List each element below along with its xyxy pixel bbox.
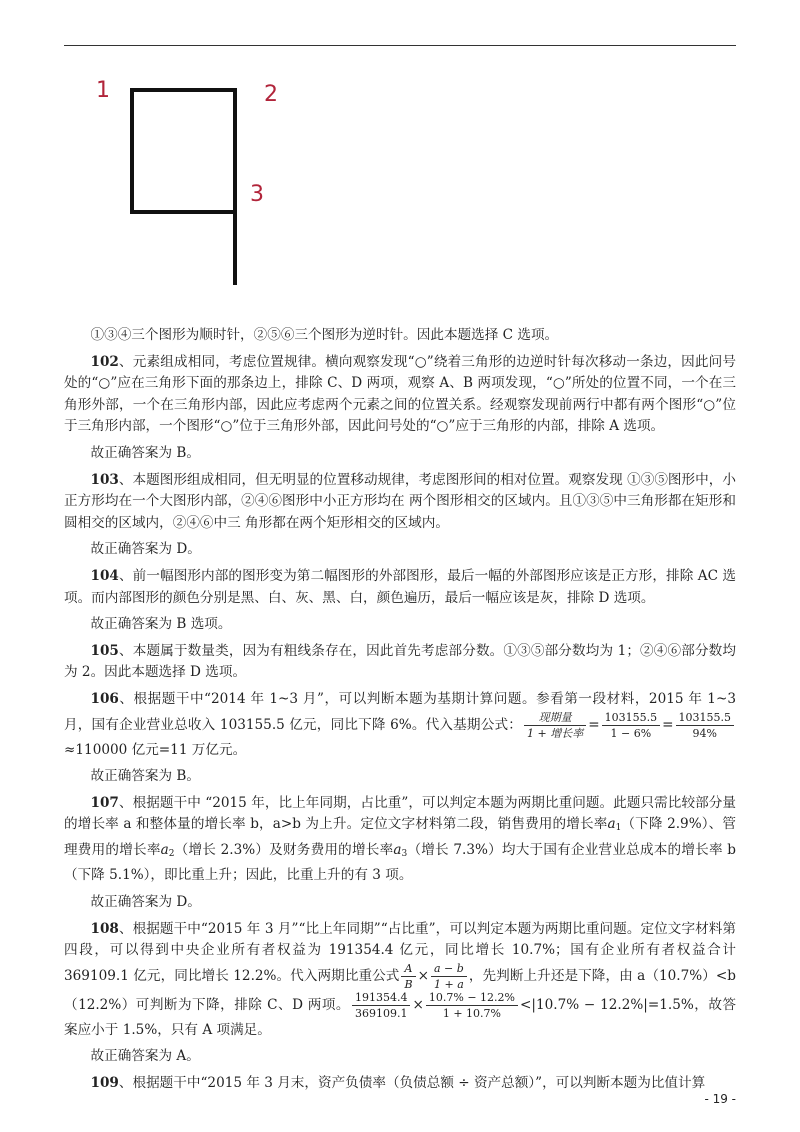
answer-104: 故正确答案为 B 选项。 bbox=[90, 616, 232, 633]
question-number-103: 103 bbox=[90, 471, 119, 488]
paragraph-106: 106、根据题干中“2014 年 1~3 月”，可以判断本题为基期计算问题。参看第一段材料，2015 年 1~3 月，国有企业营业总收入 103155.5 亿元，同比下降 6%。代入基期公式： $\frac{\text{现期量}}{\text{1 + 增长率}}$ = $\frac{103155.5}{1 - 6\%}$ = $\frac{103155.5}{94\%}$ ≈110000 亿元=11 万亿元。 bbox=[64, 690, 736, 758]
paragraph-107: 107、根据题干中 “2015 年，比上年同期，占比重”，可以判定本题为两期比重问题。此题只需比较部分量的增长率 a 和整体量的增长率 b，a>b 为上升。定位文字材料第二段，销售费用的增长率$a_1$（下降 2.9%）、管理费用的增长率$a_2$（增长 2.3%）及财务费用的增长率$a_3$（增长 7.3%）均大于国有企业营业总成本的增长率 b（下降 5.1%），即比重上升；因此，比重上升的有 3 项。 bbox=[64, 794, 736, 884]
figure-label-3: 3 bbox=[250, 182, 264, 207]
question-number-108: 108 bbox=[90, 920, 119, 937]
answer-explanations bbox=[64, 325, 736, 1100]
figure-diagram bbox=[80, 70, 320, 300]
answer-102: 故正确答案为 B。 bbox=[90, 444, 200, 461]
formula-ab: $\frac{A}{B}$ bbox=[401, 962, 415, 991]
formula-base-period: $\frac{\text{现期量}}{\text{1 + 增长率}}$ bbox=[524, 711, 586, 740]
paragraph-101-tail: ①③④三个图形为顺时针，②⑤⑥三个图形为逆时针。因此本题选择 C 选项。 bbox=[90, 327, 559, 343]
header-rule bbox=[64, 45, 736, 46]
question-number-105: 105 bbox=[90, 642, 119, 659]
figure-label-1: 1 bbox=[96, 78, 110, 103]
paragraph-102: 102、元素组成相同，考虑位置规律。横向观察发现“○”绕着三角形的边逆时针每次移动一条边，因此问号处的“○”应在三角形下面的那条边上，排除 C、D 两项，观察 A、B 两项发现，“○”所处的位置不同，一个在三角形外部，一个在三角形内部，因此应考虑两个元素之间的位置关系。经观察发现前两行中都有两个图形“○”位于三角形内部，一个图形“○”位于三角形外部，因此问号处的“○”应于三角形的内部，排除 A 选项。 bbox=[64, 353, 736, 435]
formula-growth: $\frac{a - b}{1 + a}$ bbox=[431, 962, 467, 991]
square-path-diagram bbox=[80, 70, 320, 300]
paragraph-108: 108、根据题干中“2015 年 3 月”“比上年同期”“占比重”，可以判定本题为两期比重问题。定位文字材料第四段，可以得到中央企业所有者权益为 191354.4 亿元，同比增长 10.7%；国有企业所有者权益合计 369109.1 亿元，同比增长 12.2%。代入两期比重公式 $\frac{A}{B}$ × $\frac{a - b}{1 + a}$ ，先判断上升还是下降，由 a（10.7%）<b（12.2%）可判断为下降，排除 C、D 两项。 $\frac{191354.4}{369109.1}$ × $\frac{10.7\% - 12.2\%}{1 + 10.7\%}$ <|10.7% − 12.2%|=1.5%，故答案应小于 1.5%，只有 A 项满足。 bbox=[64, 920, 737, 1038]
formula-values: $\frac{191354.4}{369109.1}$ bbox=[352, 991, 411, 1020]
question-number-104: 104 bbox=[90, 567, 119, 584]
answer-103: 故正确答案为 D。 bbox=[90, 541, 201, 558]
formula-fraction-1: $\frac{103155.5}{1 - 6\%}$ bbox=[602, 711, 661, 740]
square-outline bbox=[132, 90, 235, 285]
question-number-107: 107 bbox=[90, 794, 119, 811]
page-number: - 19 - bbox=[704, 1092, 736, 1106]
formula-rates: $\frac{10.7\% - 12.2\%}{1 + 10.7\%}$ bbox=[426, 991, 518, 1020]
formula-fraction-2: $\frac{103155.5}{94\%}$ bbox=[676, 711, 735, 740]
paragraph-105: 105、本题属于数量类，因为有粗线条存在，因此首先考虑部分数。①③⑤部分数均为 1；②④⑥部分数均为 2。因此本题选择 D 选项。 bbox=[64, 642, 736, 681]
figure-label-2: 2 bbox=[264, 82, 278, 107]
question-number-106: 106 bbox=[90, 690, 119, 707]
paragraph-109: 109、根据题干中“2015 年 3 月末，资产负债率（负债总额 ÷ 资产总额）”，可以判断本题为比值计算 bbox=[90, 1075, 706, 1092]
paragraph-103: 103、本题图形组成相同，但无明显的位置移动规律，考虑图形间的相对位置。观察发现 ①③⑤图形中，小正方形均在一个大图形内部，②④⑥图形中小正方形均在 两个图形相交的区域内。且①③⑤中三角形都在矩形和圆相交的区域内，②④⑥中三 角形都在两个矩形相交的区域内。 bbox=[64, 471, 736, 531]
question-number-102: 102 bbox=[90, 353, 119, 370]
question-number-109: 109 bbox=[90, 1075, 119, 1092]
paragraph-104: 104、前一幅图形内部的图形变为第二幅图形的外部图形，最后一幅的外部图形应该是正方形，排除 AC 选项。而内部图形的颜色分别是黑、白、灰、黑、白，颜色遍历，最后一幅应该是灰，排除 D 选项。 bbox=[64, 567, 736, 606]
answer-107: 故正确答案为 D。 bbox=[90, 894, 201, 911]
answer-106: 故正确答案为 B。 bbox=[90, 768, 200, 785]
answer-108: 故正确答案为 A。 bbox=[90, 1048, 200, 1065]
